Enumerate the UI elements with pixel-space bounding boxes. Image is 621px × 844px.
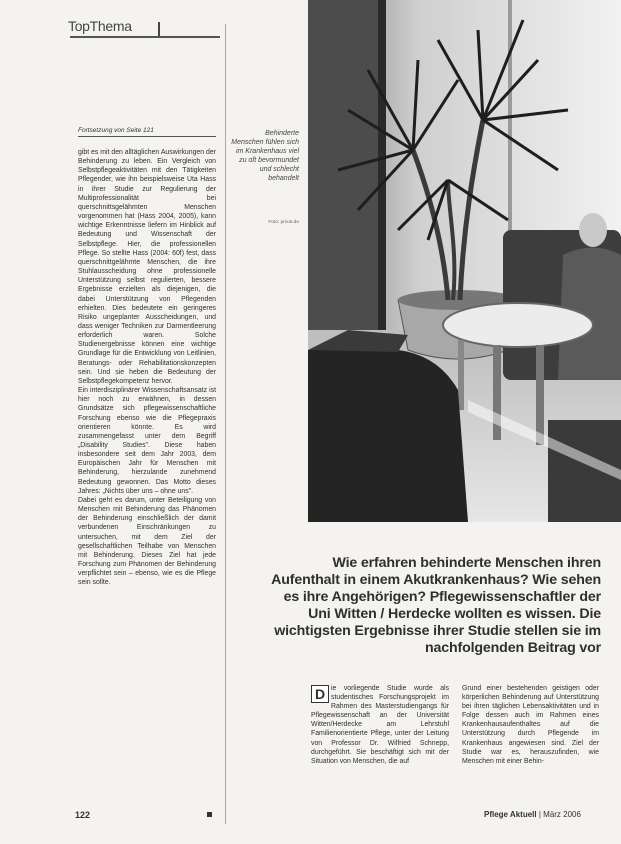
continuation-note: Fortsetzung von Seite 121 bbox=[78, 127, 216, 137]
intro-column-left bbox=[311, 684, 449, 766]
photo-caption: Behinderte Menschen fühlen sich im Krankenhaus viel zu oft bevormundet und schlecht behandelt bbox=[231, 130, 299, 183]
intro-column-right bbox=[462, 684, 599, 766]
photo-illustration bbox=[308, 0, 621, 522]
section-rule bbox=[70, 36, 220, 38]
column-divider bbox=[225, 24, 226, 824]
footer-publication bbox=[484, 810, 581, 819]
intro-text-left: ie vorliegende Studie wurde als studentisches Forschungsprojekt im Rahmen des Masterstudiengangs für Pflegewissenschaft an der Universität Witten/Herdecke am Lehrstuhl Familienorientierte Pflege, unter der Leitung von Professor Dr. Wilfried Schnepp, durchgeführt. Sie beschäftigt sich mit der Situation von Menschen, die auf bbox=[311, 685, 449, 765]
intro-text-right: Grund einer bestehenden geistigen oder körperlichen Behinderung auf Unterstützung bei ihren täglichen Lebensaktivitäten und in Folge dessen auch im Rahmen eines Krankenhausaufenthaltes auf die Unterstützung durch Pflegende im Krankenhaus angewiesen sind. Ziel der Studie war es, herauszufinden, wie Menschen mit einer Behin- bbox=[462, 685, 599, 765]
body-column bbox=[78, 148, 216, 588]
footer-separator: | bbox=[538, 810, 544, 819]
photo-credit: Foto: privat.de bbox=[268, 220, 299, 225]
body-paragraph: Dabei geht es darum, unter Beteiligung von Menschen mit Behinderung das Phänomen der Behinderung einschließlich der damit verbundenen Einschränkungen zu untersuchen, mit dem Ziel der gesellschaftlichen Teilhabe von Menschen mit Behinderung. Dieses Ziel hat jede Forschung zum Phänomen der Behinderung verpflichtet sein – ebenso, wie es die Pflege sein sollte. bbox=[78, 496, 216, 587]
article-end-mark bbox=[207, 812, 212, 817]
drop-cap: D bbox=[311, 685, 329, 703]
section-title: TopThema bbox=[68, 18, 132, 34]
page-number: 122 bbox=[75, 810, 91, 820]
body-paragraph: Ein interdisziplinärer Wissenschaftsansatz ist hier noch zu erwähnen, in dessen Grundsätze sich pflegewissenschaftliche Forschung ebenso wie die Pflegepraxis orientieren könnte. Es wird zusammengefasst unter dem Begriff „Disability Studies". Diese haben insbesondere seit dem Jahr 2003, dem Europäischen Jahr für Menschen mit Behinderung, hierzulande zunehmend Bedeutung gewonnen. Das Motto dieses Jahres: „Nichts über uns – ohne uns". bbox=[78, 387, 216, 495]
article-photo bbox=[308, 0, 621, 522]
article-headline: Wie erfahren behinderte Menschen ihren Aufenthalt in einem Akutkrankenhaus? Wie sehen es ihre Angehörigen? Pflegewissenschaftler der Uni Witten / Herdecke wollten es wissen. Die wichtigsten Ergebnisse ihrer Studie stellen sie im nachfolgenden Beitrag vor bbox=[271, 555, 601, 656]
body-paragraph: gibt es mit den alltäglichen Auswirkungen der Behinderung zu leben. Ein Vergleich von Selbstpflegeaktivitäten mit den Tätigkeiten Pflegender, wie ihn beispielsweise Uta Hass in ihrer Studie zur Regulierung der Multiprofessionalität bei querschnittsgelähmten Menschen vorgenommen hat (Hass 2004, 2005), kann wichtige Erkenntnisse liefern im Hinblick auf Bedeutung und Wissenschaft der Selbstpflege. Hier, die professionellen Pflege. So stellte Hass (2004: 60f) fest, dass querschnittgelähmte Menschen, die ihre Stuhlausscheidung ohne professionelle Unterstützung selbst regulierten, bessere Ergebnisse erzielten als diejenigen, die dabei Unterstützung von Pflegenden erhielten. Dies bedeutete ein geringeres Risiko ungeplanter Ausscheidungen, und dass weniger Techniken zur Darmentleerung erforderlich waren. Solche Studienergebnisse können eine wichtige Grundlage für die Entwicklung von Leitlinien, Beratungs- oder Rehabilitationskonzepten sein. Und sie heben die Bedeutung der Selbstpflegekompetenz hervor. bbox=[78, 149, 216, 385]
section-title-bar bbox=[158, 22, 160, 36]
magazine-name: Pflege Aktuell bbox=[484, 810, 537, 819]
issue-date: März 2006 bbox=[543, 810, 581, 819]
